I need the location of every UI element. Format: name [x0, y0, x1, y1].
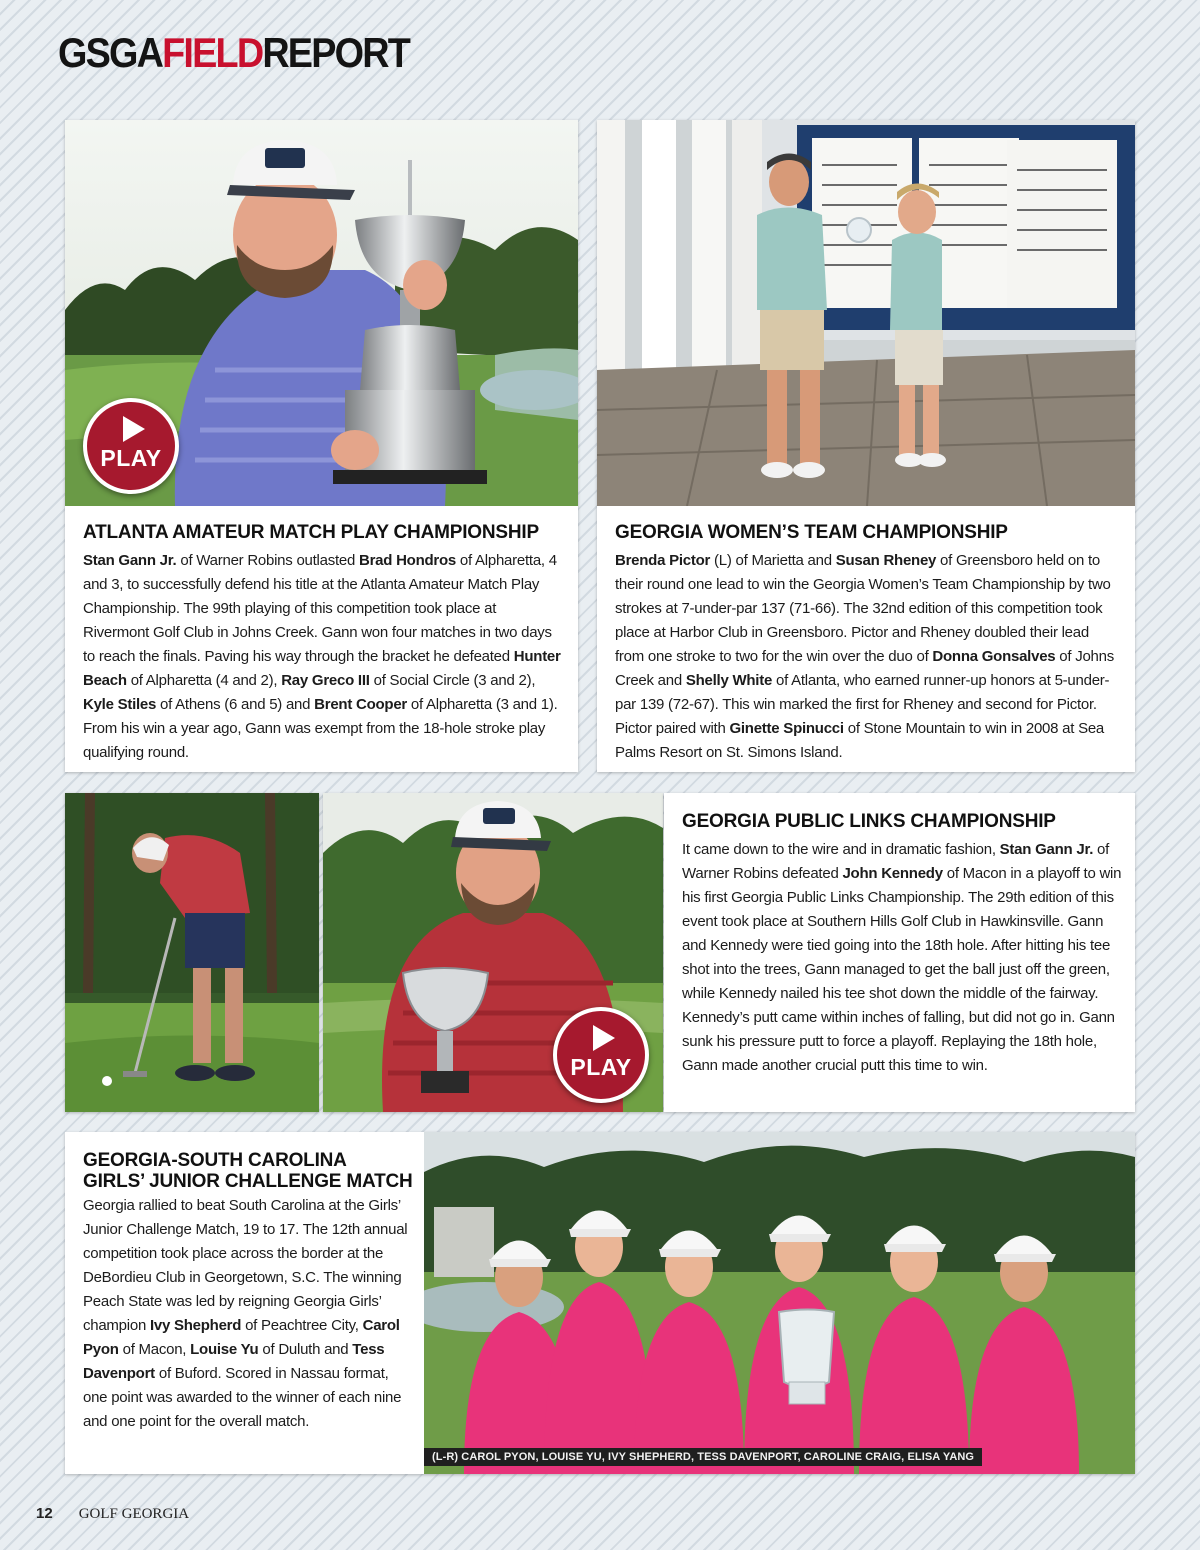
- junior-challenge-title: [83, 1150, 413, 1192]
- body-text: of Duluth and: [258, 1341, 353, 1358]
- junior-challenge-card: [65, 1132, 1135, 1474]
- junior-challenge-body: [83, 1194, 413, 1434]
- womens-team-body: [615, 549, 1121, 765]
- body-text: of Buford. Scored in Nassau format, one point was awarded to the winner of each nine and one point for the overall match.: [83, 1365, 402, 1430]
- public-links-card: [664, 793, 1135, 1112]
- person-name: Stan Gann Jr.: [999, 841, 1094, 858]
- junior-title-line-2: GIRLS’ JUNIOR CHALLENGE MATCH: [83, 1171, 413, 1192]
- play-label: PLAY: [100, 445, 162, 471]
- masthead-gsga: GSGA: [58, 29, 163, 76]
- body-text: of Alpharetta (4 and 2),: [126, 672, 282, 689]
- body-text: of Macon in a playoff to win his first Georgia Public Links Championship. The 29th edition of this event took place at Southern Hills Golf Club in Hawkinsville. Gann and Kennedy were tied going into the 18th hole. After hitting his tee shot into the trees, Gann managed to get the ball just off the green, while Kennedy nailed his tee shot down the middle of the fairway. Kennedy’s putt came within inches of falling, but did not go in. Gann sunk his pressure putt to force a playoff. Replaying the 18th hole, Gann made another crucial putt this time to win.: [682, 865, 1122, 1074]
- play-icon: [593, 1025, 615, 1051]
- person-name: Brent Cooper: [314, 696, 408, 713]
- body-text: of Athens (6 and 5) and: [156, 696, 315, 713]
- person-name: Ivy Shepherd: [149, 1317, 242, 1334]
- person-name: Louise Yu: [190, 1341, 259, 1358]
- public-links-title: GEORGIA PUBLIC LINKS CHAMPIONSHIP: [682, 811, 1056, 832]
- trophy-winner-photo: [65, 120, 578, 506]
- body-text: Georgia rallied to beat South Carolina at the Girls’ Junior Challenge Match, 19 to 17. The 12th annual competition took place across the border at the DeBordieu Club in Georgetown, S.C. The winning Peach State was led by reigning Georgia Girls’ champion: [83, 1197, 408, 1334]
- atlanta-amateur-card: [65, 120, 578, 772]
- body-text: of Warner Robins outlasted: [176, 552, 359, 569]
- person-name: Shelly White: [685, 672, 773, 689]
- body-text: of Johns Creek and: [615, 648, 1114, 689]
- atlanta-amateur-body: [83, 549, 561, 765]
- person-name: Brenda Pictor: [615, 552, 711, 569]
- body-text: of Macon,: [118, 1341, 191, 1358]
- junior-team-photo: [424, 1132, 1135, 1474]
- womens-team-card: [597, 120, 1135, 772]
- photo-caption: (L-R) CAROL PYON, LOUISE YU, IVY SHEPHERD, TESS DAVENPORT, CAROLINE CRAIG, ELISA YANG: [424, 1448, 982, 1466]
- publication-name: GOLF GEORGIA: [78, 1506, 190, 1522]
- masthead-report: REPORT: [262, 29, 410, 76]
- masthead-field: FIELD: [162, 29, 263, 76]
- body-text: of Atlanta, who earned runner-up honors at 5-under-par 139 (72-67). This win marked the first for Rheney and second for Pictor. Pictor paired with: [615, 672, 1110, 737]
- body-text: It came down to the wire and in dramatic fashion,: [682, 841, 1000, 858]
- person-name: Brad Hondros: [359, 552, 457, 569]
- person-name: Ginette Spinucci: [729, 720, 844, 737]
- play-video-button[interactable]: [83, 398, 179, 494]
- womens-team-photo: [597, 120, 1135, 506]
- person-name: Stan Gann Jr.: [83, 552, 177, 569]
- body-text: of Stone Mountain to win in 2008 at Sea Palms Resort on St. Simons Island.: [615, 720, 1105, 761]
- page-number: 12: [36, 1505, 53, 1522]
- person-name: Ray Greco III: [281, 672, 370, 689]
- body-text: of Alpharetta (3 and 1). From his win a year ago, Gann was exempt from the 18-hole stroke play qualifying round.: [83, 696, 558, 761]
- person-name: Donna Gonsalves: [932, 648, 1056, 665]
- play-video-button-2[interactable]: [553, 1007, 649, 1103]
- body-text: of Warner Robins defeated: [682, 841, 1110, 882]
- person-name: Hunter Beach: [83, 648, 561, 689]
- person-name: John Kennedy: [842, 865, 943, 882]
- person-name: Carol Pyon: [83, 1317, 400, 1358]
- body-text: (L) of Marietta and: [710, 552, 836, 569]
- putting-photo: [65, 793, 319, 1112]
- masthead: [58, 29, 410, 76]
- body-text: of Greensboro held on to their round one lead to win the Georgia Women’s Team Championship by two strokes at 7-under-par 137 (71-66). The 32nd edition of this competition took place at Harbor Club in Greensboro. Pictor and Rheney doubled their lead from one stroke to two for the win over the duo of: [615, 552, 1111, 665]
- body-text: of Social Circle (3 and 2),: [369, 672, 536, 689]
- atlanta-amateur-title: ATLANTA AMATEUR MATCH PLAY CHAMPIONSHIP: [83, 522, 539, 543]
- body-text: of Peachtree City,: [241, 1317, 363, 1334]
- person-name: Susan Rheney: [835, 552, 937, 569]
- body-text: of Alpharetta, 4 and 3, to successfully defend his title at the Atlanta Amateur Match Play Championship. The 99th playing of this competition took place at Rivermont Golf Club in Johns Creek. Gann won four matches in two days to reach the finals. Paving his way through the bracket he defeated: [83, 552, 557, 665]
- person-name: Kyle Stiles: [83, 696, 157, 713]
- public-links-body: [682, 838, 1123, 1078]
- public-links-winner-photo: [323, 793, 663, 1112]
- play-icon: [123, 416, 145, 442]
- person-name: Tess Davenport: [83, 1341, 385, 1382]
- womens-team-title: GEORGIA WOMEN’S TEAM CHAMPIONSHIP: [615, 522, 1008, 543]
- page-footer: [36, 1505, 189, 1523]
- junior-title-line-1: GEORGIA-SOUTH CAROLINA: [83, 1150, 347, 1171]
- play-label: PLAY: [570, 1054, 632, 1080]
